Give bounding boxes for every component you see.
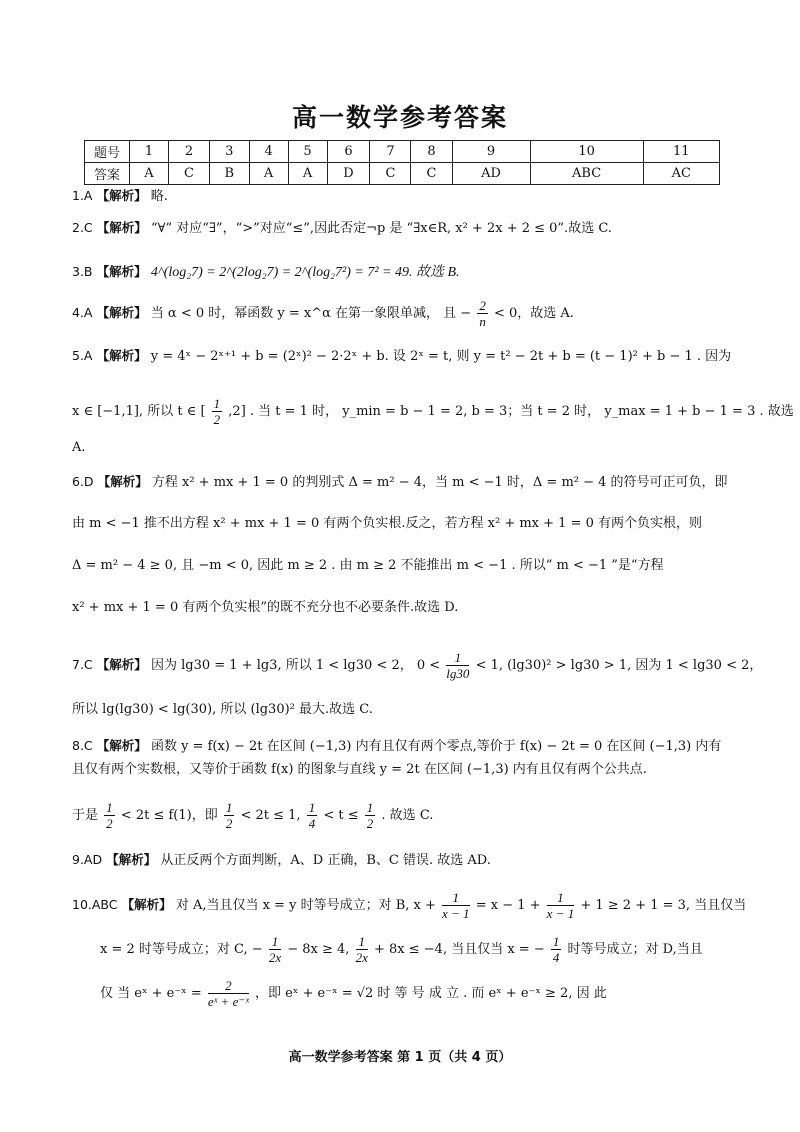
fraction-2-over-n — [477, 298, 488, 329]
solution-text: < 1, (lg30)² > lg30 > 1, 因为 1 < lg30 < 2， — [475, 658, 763, 673]
table-cell: C — [168, 163, 209, 185]
solution-text: ,2] . 当 t = 1 时， y_min = b − 1 = 2, b = 3；当 t = 2 时， y_max = 1 + b − 1 = 3 . 故选 — [228, 404, 794, 419]
question-id: 4.A — [72, 305, 93, 320]
analysis-tag: 【解析】 — [106, 852, 157, 867]
solution-1 — [72, 186, 168, 207]
table-cell: 6 — [327, 141, 370, 163]
table-cell: 1 — [130, 141, 169, 163]
table-cell: 8 — [411, 141, 452, 163]
numerator: 1 — [308, 800, 316, 815]
analysis-tag: 【解析】 — [97, 474, 148, 489]
solution-text: 方程 x² + mx + 1 = 0 的判别式 Δ = m² − 4，当 m < −1 时，Δ = m² − 4 的符号可正可负，即 — [151, 475, 728, 490]
denominator: 2x — [355, 950, 368, 965]
fraction-1-over-2x — [356, 934, 368, 965]
numerator: 1 — [356, 934, 368, 950]
numerator: 1 — [552, 934, 560, 949]
table-cell: 3 — [210, 141, 250, 163]
page-title: 高一数学参考答案 — [291, 103, 508, 132]
denominator: 2 — [366, 816, 374, 831]
denominator: 2 — [213, 412, 221, 427]
analysis-tag: 【解析】 — [96, 188, 147, 203]
solution-text: ，即 eˣ + e⁻ˣ = √2 时 等 号 成 立 . 而 eˣ + e⁻ˣ ≥ 2, 因 此 — [255, 986, 607, 1001]
denominator: n — [479, 314, 486, 329]
solution-text: 从正反两个方面判断，A、D 正确，B、C 错误. 故选 AD. — [160, 853, 491, 868]
solution-text: 略. — [150, 189, 168, 204]
table-cell: A — [130, 163, 169, 185]
solution-7-line-2 — [72, 700, 373, 720]
denominator: x − 1 — [442, 906, 470, 921]
table-cell: 7 — [370, 141, 411, 163]
solution-3 — [72, 262, 460, 283]
table-cell: AC — [643, 163, 719, 185]
numerator: 1 — [446, 650, 469, 666]
solution-text: 函数 y = f(x) − 2t 在区间 (−1,3) 内有且仅有两个零点,等价于 f(x) − 2t = 0 在区间 (−1,3) 内有 — [150, 739, 722, 754]
table-cell: 11 — [643, 141, 719, 163]
table-row — [85, 163, 720, 185]
fraction-half — [365, 800, 376, 831]
table-cell: A — [288, 163, 327, 185]
analysis-tag: 【解析】 — [96, 738, 147, 753]
solution-5-line-2 — [72, 396, 794, 427]
numerator: 1 — [213, 396, 221, 411]
solution-4 — [72, 298, 574, 329]
solution-10-line-3 — [100, 978, 607, 1009]
analysis-tag: 【解析】 — [96, 220, 147, 235]
solution-text: 4^(log₂7) = 2^(2log₂7) = 2^(log₂7²) = 7² = 49. 故选 B. — [150, 265, 460, 280]
numerator: 1 — [106, 800, 113, 815]
solution-10 — [72, 890, 746, 921]
numerator: 1 — [366, 800, 374, 815]
solution-text: = x − 1 + — [475, 898, 541, 913]
question-id: 2.C — [72, 220, 93, 235]
table-cell: C — [411, 163, 452, 185]
denominator: 4 — [552, 950, 560, 965]
analysis-tag: 【解析】 — [121, 897, 172, 912]
solution-8-line-3 — [72, 800, 433, 831]
fraction-half — [212, 396, 223, 427]
analysis-tag: 【解析】 — [96, 657, 147, 672]
fraction-1-over-x-minus-1 — [547, 890, 575, 921]
table-cell: 9 — [452, 141, 530, 163]
numerator: 2 — [479, 298, 486, 313]
denominator: 2 — [106, 816, 113, 831]
question-id: 8.C — [72, 738, 93, 753]
page-footer: 高一数学参考答案 第 1 页（共 4 页） — [288, 1050, 512, 1065]
denominator: x − 1 — [546, 906, 575, 921]
fraction-half — [104, 800, 115, 831]
solution-7 — [72, 650, 762, 681]
question-id: 3.B — [72, 264, 93, 279]
numerator: 1 — [269, 934, 281, 950]
solution-5 — [72, 346, 731, 367]
solution-8-line-2 — [72, 760, 647, 780]
fraction-half — [224, 800, 235, 831]
solution-6-line-2 — [72, 514, 702, 534]
question-id: 7.C — [72, 657, 93, 672]
denominator: 4 — [308, 816, 316, 831]
denominator: 2 — [225, 816, 233, 831]
solution-text: y = 4ˣ − 2ˣ⁺¹ + b = (2ˣ)² − 2·2ˣ + b. 设 2ˣ = t, 则 y = t² − 2t + b = (t − 1)² + b − 1 . 因为 — [150, 349, 732, 364]
solution-text: 当 α < 0 时，幂函数 y = x^α 在第一象限单减， 且 − — [150, 306, 472, 321]
solution-text: + 1 ≥ 2 + 1 = 3, 当且仅当 — [580, 898, 747, 913]
solution-text: “∀” 对应“∃”，“>”对应“≤”,因此否定¬p 是 “∃x∈R, x² + 2x + 2 ≤ 0”.故选 C. — [150, 221, 612, 236]
table-cell: C — [370, 163, 411, 185]
solution-text: x = 2 时等号成立；对 C, − — [100, 942, 263, 957]
numerator: 2 — [208, 978, 249, 994]
question-id: 5.A — [72, 348, 93, 363]
table-cell: AD — [452, 163, 530, 185]
table-cell: B — [210, 163, 250, 185]
solution-text: 且仅有两个实数根，又等价于函数 f(x) 的图象与直线 y = 2t 在区间 (−1,3) 内有且仅有两个公共点. — [72, 762, 647, 777]
solution-text: . 故选 C. — [381, 808, 434, 823]
solution-text: + 8x ≤ −4, 当且仅当 x = − — [374, 942, 545, 957]
solution-text: x ∈ [−1,1], 所以 t ∈ [ — [72, 404, 206, 419]
solution-text: < 2t ≤ 1, — [240, 808, 301, 823]
fraction-quarter — [307, 800, 318, 831]
question-id: 10.ABC — [72, 897, 118, 912]
solution-text: x² + mx + 1 = 0 有两个负实根”的既不充分也不必要条件.故选 D. — [72, 600, 459, 615]
question-id: 9.AD — [72, 852, 103, 867]
solution-text: 由 m < −1 推不出方程 x² + mx + 1 = 0 有两个负实根.反之，若方程 x² + mx + 1 = 0 有两个负实根，则 — [72, 516, 703, 531]
table-cell: A — [249, 163, 288, 185]
fraction-2-over-exp-sum — [208, 978, 249, 1009]
solution-text: < 0，故选 A. — [493, 306, 574, 321]
solution-6-line-4 — [72, 598, 458, 618]
numerator: 1 — [225, 800, 233, 815]
fraction-quarter — [551, 934, 562, 965]
table-cell: ABC — [530, 163, 643, 185]
analysis-tag: 【解析】 — [96, 264, 147, 279]
solution-text: 对 A,当且仅当 x = y 时等号成立；对 B, x + — [175, 898, 436, 913]
denominator: lg30 — [446, 666, 470, 681]
solution-text: 所以 lg(lg30) < lg(30), 所以 (lg30)² 最大.故选 C. — [72, 702, 373, 717]
solution-8 — [72, 736, 721, 757]
table-row — [85, 141, 720, 163]
denominator: 2x — [268, 950, 282, 965]
solution-10-line-2 — [100, 934, 703, 965]
solution-text: 因为 lg30 = 1 + lg3, 所以 1 < lg30 < 2， 0 < — [150, 658, 441, 673]
table-cell: 5 — [288, 141, 327, 163]
question-id: 6.D — [72, 474, 94, 489]
solution-text: A. — [72, 440, 86, 455]
question-id: 1.A — [72, 188, 93, 203]
analysis-tag: 【解析】 — [96, 305, 147, 320]
fraction-1-over-2x — [269, 934, 281, 965]
table-head-number: 题号 — [85, 141, 130, 163]
fraction-1-over-x-minus-1 — [442, 890, 470, 921]
denominator: eˣ + e⁻ˣ — [207, 994, 249, 1009]
solution-9 — [72, 850, 491, 871]
solution-text: 时等号成立；对 D,当且 — [567, 942, 703, 957]
fraction-1-over-lg30 — [446, 650, 469, 681]
solution-text: − 8x ≥ 4, — [287, 942, 350, 957]
solution-2 — [72, 218, 612, 239]
table-head-answer: 答案 — [85, 163, 130, 185]
solution-text: 于是 — [72, 808, 99, 823]
analysis-tag: 【解析】 — [96, 348, 147, 363]
table-cell: 2 — [168, 141, 209, 163]
solution-5-line-3 — [72, 438, 86, 458]
answer-table — [84, 140, 720, 185]
solution-text: < 2t ≤ f(1)，即 — [120, 808, 218, 823]
solution-text: < t ≤ — [323, 808, 359, 823]
solution-text: Δ = m² − 4 ≥ 0, 且 −m < 0, 因此 m ≥ 2 . 由 m ≥ 2 不能推出 m < −1 . 所以“ m < −1 ”是“方程 — [72, 558, 664, 573]
solution-text: 仅 当 eˣ + e⁻ˣ = — [100, 986, 202, 1001]
solution-6 — [72, 472, 728, 493]
table-cell: 4 — [249, 141, 288, 163]
table-cell: D — [327, 163, 370, 185]
numerator: 1 — [442, 890, 470, 906]
numerator: 1 — [547, 890, 575, 906]
solution-6-line-3 — [72, 556, 664, 576]
table-cell: 10 — [530, 141, 643, 163]
